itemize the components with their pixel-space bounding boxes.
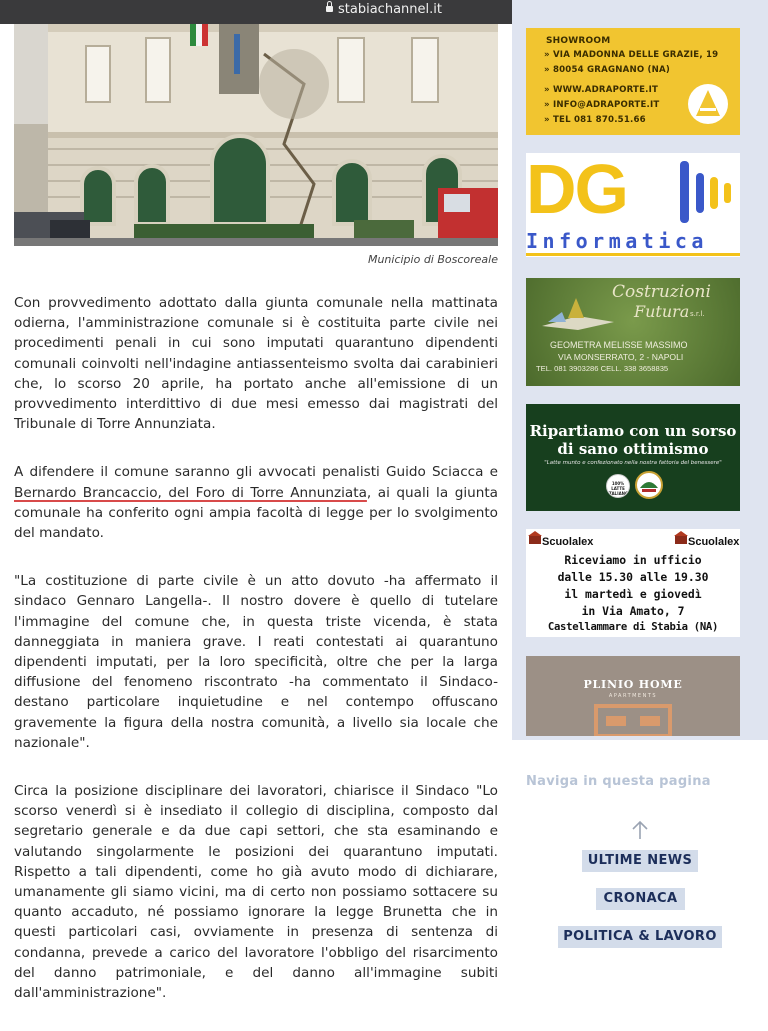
article-body [14, 293, 498, 1031]
dg-word: Informatica [526, 229, 708, 253]
signal-bars-icon [676, 157, 736, 229]
ad5-line: Riceviamo in ufficio [564, 553, 702, 567]
article-paragraph-4: Circa la posizione disciplinare dei lavoratori, chiarisce il Sindaco "Lo scorso venerdì si è insediato il collegio di disciplina, composto dal segretario generale e da due capi settori, che sta esaminando e valutando singolarmente le posizioni dei quarantuno imputati. Rispetto a tali dipendenti, come ho già avuto modo di dichiarare, umanamente gli siamo vicini, ma di certo non possiamo sottacere su quanto accaduto, né possiamo ignorare la legge Brunetta che in questi particolari casi, ovviamente in presenza di sentenza di condanna, prevede a carico del lavoratore l'obbligo del risarcimento del danno patrimoniale, e del danno all'immagine subiti dall'amministrazione". [14, 783, 498, 1002]
ad1-line: » TEL 081 870.51.66 [544, 115, 646, 125]
article-paragraph-2 [14, 462, 498, 543]
scuolalex-logo-icon [674, 531, 688, 545]
ad3-line1: GEOMETRA MELISSE MASSIMO [550, 340, 688, 350]
underlined-text: Bernardo Brancaccio, del Foro di Torre Annunziata [14, 484, 367, 501]
plinio-brand: PLINIO HOME [583, 678, 683, 691]
ad-latte[interactable] [526, 404, 740, 511]
ad5-line: Castellammare di Stabia (NA) [547, 621, 719, 633]
article-photo [14, 24, 498, 246]
ad1-line: » VIA MADONNA DELLE GRAZIE, 19 [544, 50, 719, 60]
ad-adraporte[interactable] [526, 28, 740, 135]
article-paragraph-1: Con provvedimento adottato dalla giunta comunale nella mattinata odierna, l'amministrazione comunale si è costituita parte civile nei procedimenti penali in cui sono imputati quarantuno dipendenti comunali coinvolti nell'indagine antiassenteismo svolta dai carabinieri che, lo scorso 20 aprile, ha portato anche all'emissione di un provvedimento interdittivo di due mesi emesso dai magistrati del Tribunale di Torre Annunziata. [14, 295, 498, 433]
ad-dg-informatica[interactable] [526, 153, 740, 257]
ad3-srl: s.r.l. [690, 310, 705, 318]
scuolalex-logo-icon [528, 531, 542, 545]
bed-icon [592, 702, 674, 736]
scuolalex-brand: Scuolalex [542, 536, 594, 548]
town-hall-image [14, 24, 498, 246]
paragraph-2-start: A difendere il comune saranno gli avvocati penalisti Guido Sciacca e [14, 464, 498, 481]
nav-button-ultime-news[interactable]: ULTIME NEWS [582, 850, 698, 872]
dg-logo-text: DG [526, 153, 627, 228]
ad3-line3: TEL. 081 3903286 CELL. 338 3658835 [536, 364, 669, 373]
photo-caption: Municipio di Boscoreale [367, 253, 498, 266]
ad3-subtitle: Futura [634, 302, 690, 321]
ad4-line2: di sano ottimismo [557, 440, 709, 458]
article-paragraph-3: "La costituzione di parte civile è un atto dovuto -ha affermato il sindaco Gennaro Langella-. Il nostro dovere è quello di tutelare l'immagine del comune che, in questa triste vicenda, è stata danneggiata in maniera grave. I reati contestati ai quarantuno dipendenti imputati, per la loro specificità, oltre che per la larga diffusione del fenomeno riscontrato -ha commentato il Sindaco- destano particolare inquietudine e nel contempo offuscano gravemente la figura della nostra comunità, a livello sia locale che nazionale". [14, 573, 498, 751]
ad5-line: in Via Amato, 7 [581, 604, 685, 618]
plinio-sub: APARTMENTS [608, 693, 658, 699]
ad3-title: Costruzioni [612, 282, 711, 302]
paragraph-2-end: , ai quali la giunta comunale ha conferito ogni ampia facoltà di legge per lo svolgimento del mandato. [14, 484, 498, 542]
lock-icon [326, 6, 333, 12]
badge-text: 100% LATTE ITALIANO [607, 481, 629, 496]
latte-italiano-badge [606, 474, 630, 498]
ad3-line2: VIA MONSERRATO, 2 - NAPOLI [558, 352, 684, 362]
ad1-heading: SHOWROOM [546, 36, 611, 46]
nav-section-title: Naviga in questa pagina [526, 774, 711, 789]
ad1-line: » WWW.ADRAPORTE.IT [544, 85, 659, 95]
ad-costruzioni-futura[interactable] [526, 278, 740, 386]
arrow-up-icon[interactable] [631, 820, 649, 840]
ad5-line: dalle 15.30 alle 19.30 [557, 570, 709, 584]
ad-plinio-home[interactable] [526, 656, 740, 736]
url-text: stabiachannel.it [338, 2, 442, 17]
ad5-line: il martedì e giovedì [564, 587, 702, 601]
ad1-line: » INFO@ADRAPORTE.IT [544, 100, 660, 110]
ad4-line3: "Latte munto e confezionato nella nostra fattoria del benessere" [544, 460, 722, 466]
ad4-line1: Ripartiamo con un sorso [529, 422, 737, 440]
building-drawing-icon [538, 292, 616, 332]
ad-scuolalex[interactable] [526, 529, 740, 637]
nav-button-cronaca[interactable]: CRONACA [596, 888, 685, 910]
ad1-line: » 80054 GRAGNANO (NA) [544, 65, 671, 75]
farm-logo-icon [632, 470, 666, 500]
dg-underline [526, 253, 740, 256]
nav-button-politica-lavoro[interactable]: POLITICA & LAVORO [558, 926, 722, 948]
scuolalex-brand: Scuolalex [688, 536, 740, 548]
adraporte-logo-icon [686, 80, 730, 128]
